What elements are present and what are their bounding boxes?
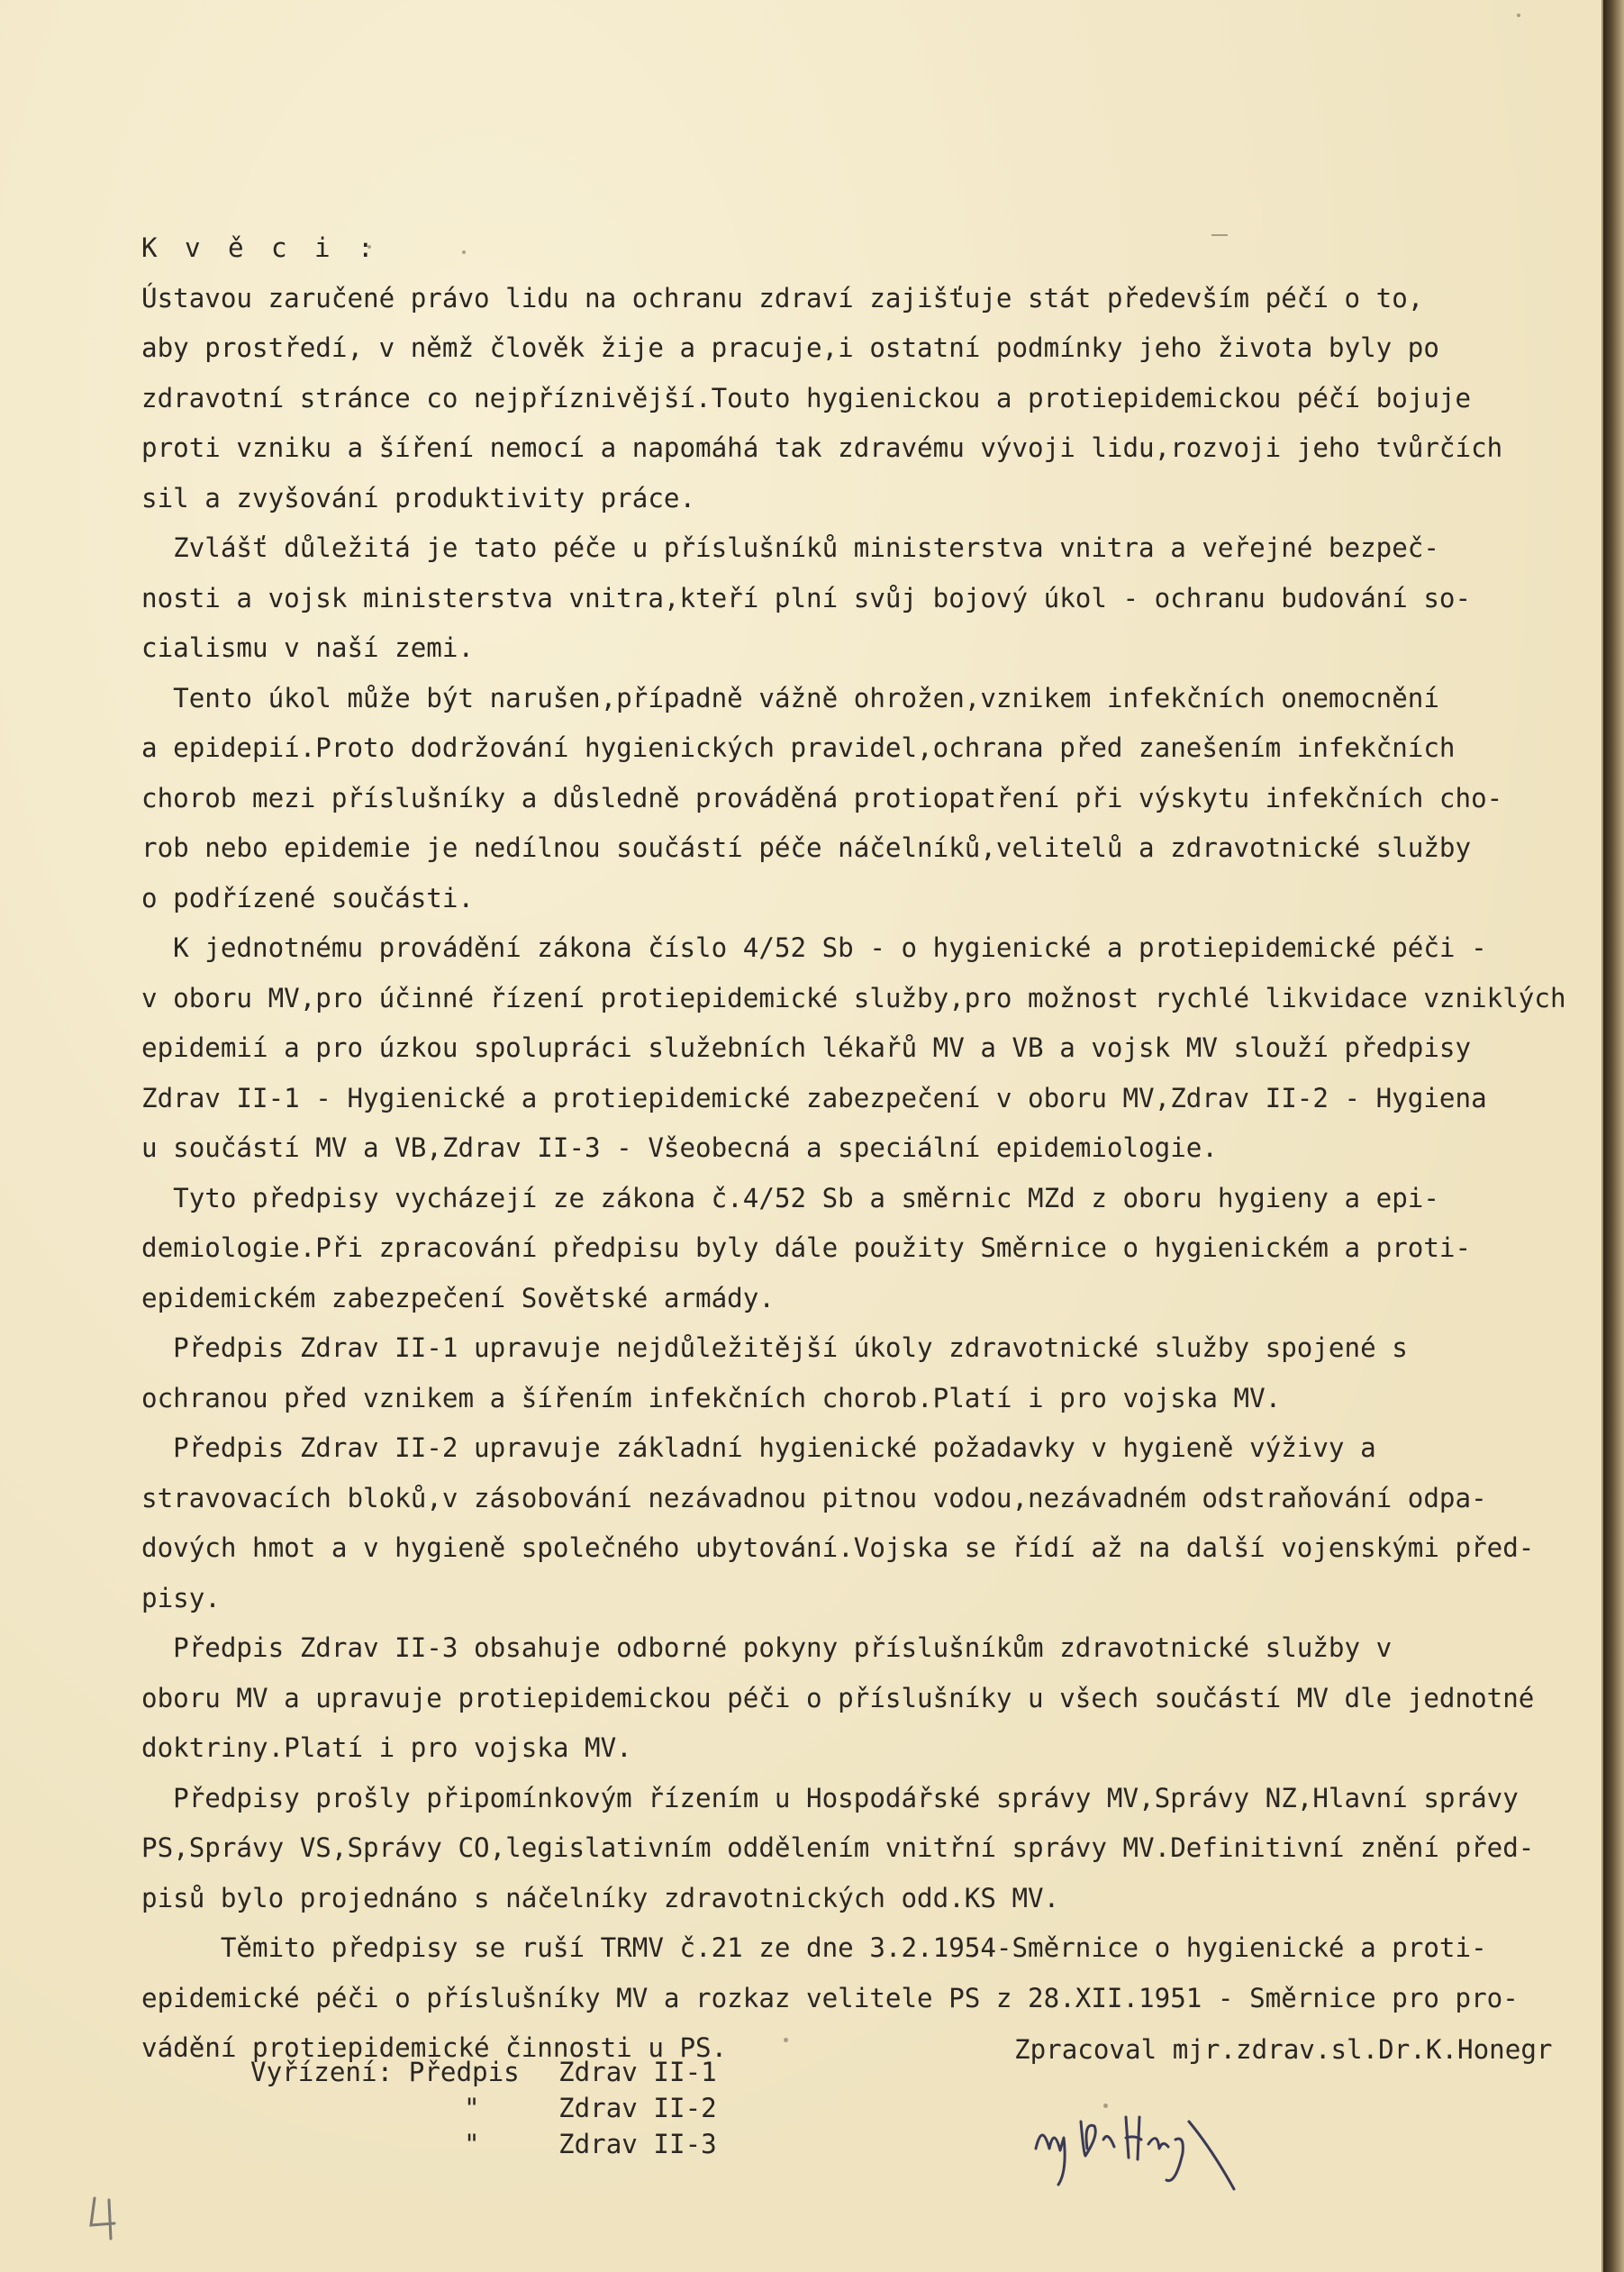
text-line: v oboru MV,pro účinné řízení protiepidemické služby,pro možnost rychlé likvidace vzniklých [141, 982, 1566, 1013]
text-line: Tyto předpisy vycházejí ze zákona č.4/52 Sb a směrnic MZd z oboru hygieny a epi- [141, 1182, 1439, 1213]
text-line: Ústavou zaručené právo lidu na ochranu zdraví zajišťuje stát především péčí o to, [141, 282, 1424, 314]
paragraph-1 [141, 274, 1619, 524]
heading: K v ě c i : [141, 232, 379, 263]
paragraph-5 [141, 1174, 1619, 1324]
text-line: Zvlášť důležitá je tato péče u příslušníků ministerstva vnitra a veřejné bezpeč- [141, 532, 1439, 563]
paragraph-2 [141, 523, 1619, 674]
ditto-mark: " [464, 2129, 480, 2159]
text-line: Tento úkol může být narušen,případně vážně ohrožen,vznikem infekčních onemocnění [141, 682, 1439, 713]
letter-body [141, 223, 1619, 2074]
text-line: pisů bylo projednáno s náčelníky zdravotnických odd.KS MV. [141, 1882, 1060, 1913]
text-line: a epidepií.Proto dodržování hygienických pravidel,ochrana před zanešením infekčních [141, 732, 1456, 763]
text-line: stravovacích bloků,v zásobování nezávadnou pitnou vodou,nezávadném odstraňování odpa- [141, 1482, 1487, 1513]
text-line: chorob mezi příslušníky a důsledně prováděná protiopatření při výskytu infekčních cho- [141, 782, 1503, 813]
text-line: proti vzniku a šíření nemocí a napomáhá tak zdravému vývoji lidu,rozvoji jeho tvůrčích [141, 432, 1503, 463]
text-line: u součástí MV a VB,Zdrav II-3 - Všeobecná a speciální epidemiologie. [141, 1132, 1218, 1163]
paragraph-3 [141, 674, 1619, 924]
text-line: ochranou před vznikem a šířením infekčních chorob.Platí i pro vojska MV. [141, 1382, 1282, 1413]
text-line: pisy. [141, 1582, 221, 1613]
pencil-page-number [86, 2189, 126, 2243]
speck [1517, 14, 1520, 17]
resolution-item: Zdrav II-2 [558, 2093, 717, 2123]
paragraph-9 [141, 1774, 1619, 1924]
text-line: doktriny.Platí i pro vojska MV. [141, 1732, 632, 1763]
text-line: Předpis Zdrav II-1 upravuje nejdůležitější úkoly zdravotnické služby spojené s [141, 1332, 1408, 1363]
text-line: sil a zvyšování produktivity práce. [141, 482, 696, 513]
text-line: aby prostředí, v němž člověk žije a pracuje,i ostatní podmínky jeho života byly po [141, 332, 1439, 363]
text-line: o podřízené součásti. [141, 882, 475, 913]
prepared-by: Zpracoval mjr.zdrav.sl.Dr.K.Honegr [1014, 2034, 1553, 2065]
paragraph-8 [141, 1623, 1619, 1774]
paragraph-7 [141, 1423, 1619, 1623]
text-line: dových hmot a v hygieně společného ubytování.Vojska se řídí až na další vojenskými před- [141, 1532, 1535, 1563]
text-line: Předpis Zdrav II-3 obsahuje odborné pokyny příslušníkům zdravotnické služby v [141, 1632, 1393, 1663]
text-line: Těmito předpisy se ruší TRMV č.21 ze dne 3.2.1954-Směrnice o hygienické a proti- [141, 1932, 1487, 1963]
text-line: Předpisy prošly připomínkovým řízením u Hospodářské správy MV,Správy NZ,Hlavní správy [141, 1782, 1519, 1813]
ditto-mark: " [464, 2093, 480, 2123]
text-line: nosti a vojsk ministerstva vnitra,kteří plní svůj bojový úkol - ochranu budování so- [141, 582, 1472, 613]
text-line: rob nebo epidemie je nedílnou součástí péče náčelníků,velitelů a zdravotnické služby [141, 832, 1472, 863]
paragraph-6 [141, 1323, 1619, 1423]
text-line: epidemické péči o příslušníky MV a rozkaz velitele PS z 28.XII.1951 - Směrnice pro pro- [141, 1982, 1519, 2013]
paragraph-4 [141, 923, 1619, 1174]
text-line: K jednotnému provádění zákona číslo 4/52 Sb - o hygienické a protiepidemické péči - [141, 932, 1487, 963]
resolution-item: Zdrav II-3 [558, 2129, 717, 2159]
text-line: epidemií a pro úzkou spolupráci služebních lékařů MV a VB a vojsk MV slouží předpisy [141, 1032, 1472, 1063]
text-line: demiologie.Při zpracování předpisu byly dále použity Směrnice o hygienickém a proti- [141, 1232, 1472, 1263]
text-line: Zdrav II-1 - Hygienické a protiepidemické zabezpečení v oboru MV,Zdrav II-2 - Hygiena [141, 1082, 1487, 1113]
text-line: vádění protiepidemické činnosti u PS. [141, 2032, 728, 2063]
text-line: Předpis Zdrav II-2 upravuje základní hygienické požadavky v hygieně výživy a [141, 1432, 1376, 1463]
handwritten-signature [1031, 2086, 1284, 2194]
resolution-label: Vyřízení: Předpis [250, 2057, 520, 2087]
text-line: epidemickém zabezpečení Sovětské armády. [141, 1282, 775, 1313]
text-line: zdravotní stránce co nejpříznivější.Touto hygienickou a protiepidemickou péčí bojuje [141, 382, 1472, 414]
text-line: oboru MV a upravuje protiepidemickou péči o příslušníky u všech součástí MV dle jednotné [141, 1682, 1535, 1713]
resolution-item: Zdrav II-1 [558, 2057, 717, 2087]
text-line: cialismu v naší zemi. [141, 632, 475, 663]
text-line: PS,Správy VS,Správy CO,legislativním oddělením vnitřní správy MV.Definitivní znění před- [141, 1832, 1535, 1863]
